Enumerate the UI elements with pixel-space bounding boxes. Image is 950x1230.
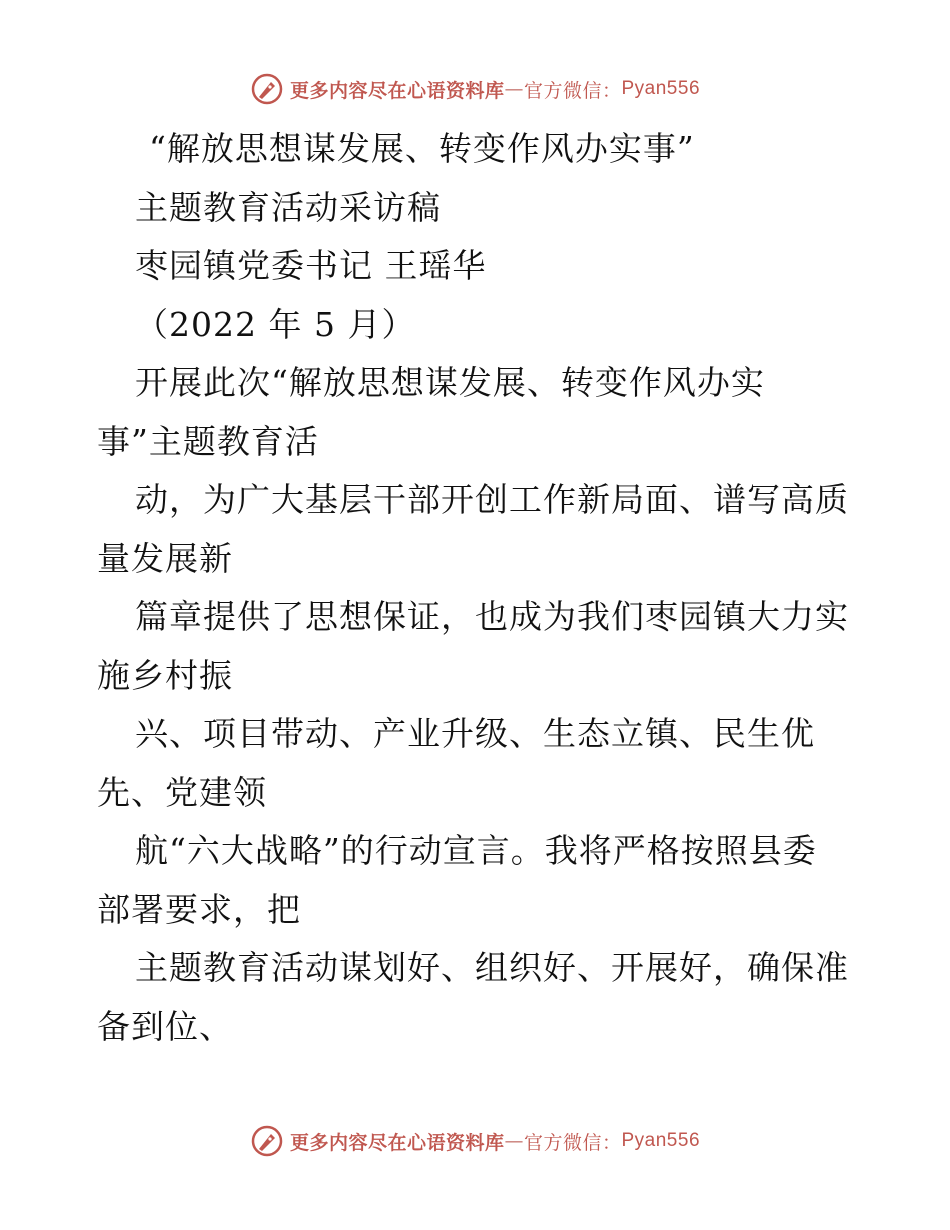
body-line: 部署要求，把 xyxy=(97,889,301,929)
document-author: 枣园镇党委书记 王瑶华 xyxy=(135,246,487,285)
body-line: 事”主题教育活 xyxy=(97,421,319,461)
body-line: 动，为广大基层干部开创工作新局面、谱写高质 xyxy=(135,480,849,519)
body-line: 兴、项目带动、产业升级、生态立镇、民生优 xyxy=(135,714,815,753)
body-line: 主题教育活动谋划好、组织好、开展好，确保准 xyxy=(135,948,849,987)
watermark-separator: — xyxy=(504,1130,524,1152)
pen-nib-logo-icon xyxy=(250,1124,284,1158)
watermark-main-text: 更多内容尽在心语资料库 xyxy=(289,79,505,102)
body-line: 先、党建领 xyxy=(97,772,267,812)
body-line: 备到位、 xyxy=(97,1006,233,1046)
watermark-contact-label: 官方微信： xyxy=(523,79,622,102)
watermark-contact-handle: Pyan556 xyxy=(621,78,701,99)
watermark-main-text: 更多内容尽在心语资料库 xyxy=(289,1131,505,1154)
header-watermark xyxy=(0,72,950,106)
body-line: 篇章提供了思想保证，也成为我们枣园镇大力实 xyxy=(135,597,849,636)
document-date: （2022 年 5 月） xyxy=(135,304,416,344)
footer-watermark xyxy=(0,1124,950,1158)
document-body xyxy=(97,120,857,1056)
watermark-contact-label: 官方微信： xyxy=(523,1131,622,1154)
watermark-separator: — xyxy=(504,78,524,100)
document-subtitle: 主题教育活动采访稿 xyxy=(135,187,441,227)
body-line: 航“六大战略”的行动宣言。我将严格按照县委 xyxy=(135,831,817,870)
body-line: 量发展新 xyxy=(97,538,233,578)
body-line: 开展此次“解放思想谋发展、转变作风办实 xyxy=(135,363,765,402)
document-title: “解放思想谋发展、转变作风办实事” xyxy=(149,129,695,168)
watermark-contact-handle: Pyan556 xyxy=(621,1130,701,1151)
body-line: 施乡村振 xyxy=(97,655,233,695)
pen-nib-logo-icon xyxy=(250,72,284,106)
